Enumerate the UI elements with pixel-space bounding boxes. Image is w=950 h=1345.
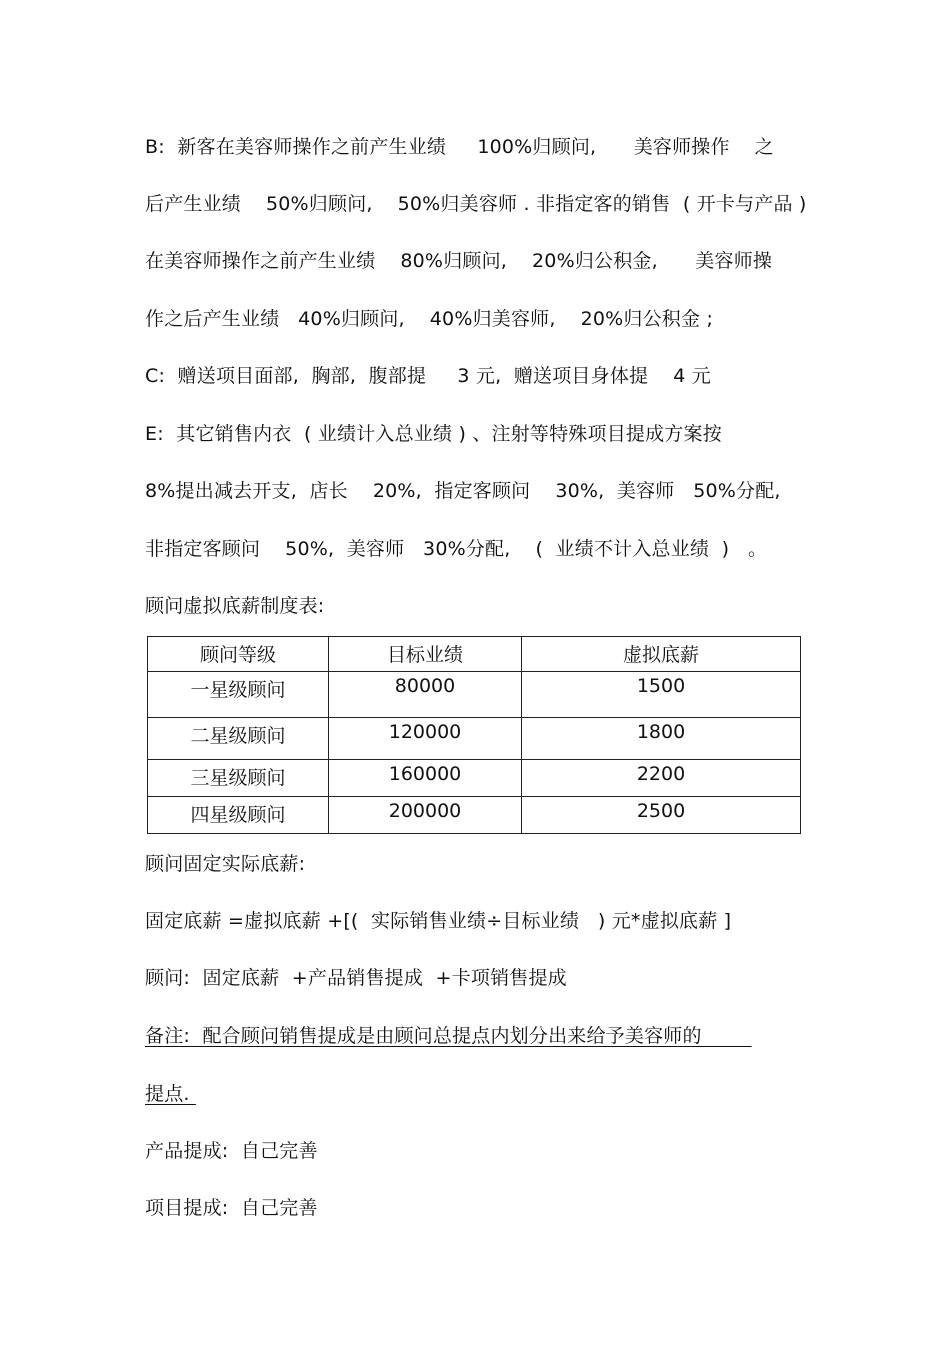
table-row bbox=[148, 672, 801, 718]
table-cell: 2500 bbox=[522, 797, 801, 834]
table-cell: 四星级顾问 bbox=[148, 797, 329, 834]
fixed-salary-title: 顾问固定实际底薪: bbox=[145, 853, 306, 875]
project-commission-line: 项目提成: 自己完善 bbox=[145, 1197, 318, 1219]
consultant-pay-line: 顾问: 固定底薪 +产品销售提成 +卡项销售提成 bbox=[145, 967, 567, 989]
note-line-1: 备注: 配合顾问销售提成是由顾问总提点内划分出来给予美容师的 bbox=[145, 1025, 752, 1047]
paragraph-line-b-4: 作之后产生业绩 40%归顾问, 40%归美容师, 20%归公积金 ; bbox=[145, 308, 714, 330]
note-line-2: 提点. bbox=[145, 1083, 196, 1105]
table-row bbox=[148, 760, 801, 797]
table-header-row bbox=[148, 637, 801, 672]
paragraph-line-e-3: 非指定客顾问 50%, 美容师 30%分配, ( 业绩不计入总业绩 ) 。 bbox=[145, 538, 768, 560]
paragraph-line-b-3: 在美容师操作之前产生业绩 80%归顾问, 20%归公积金, 美容师操 bbox=[145, 250, 773, 272]
table-cell: 一星级顾问 bbox=[148, 672, 329, 718]
salary-formula: 固定底薪 =虚拟底薪 +[( 实际销售业绩÷目标业绩 ) 元*虚拟底薪 ] bbox=[145, 910, 732, 932]
table-cell: 80000 bbox=[329, 672, 522, 718]
table-cell: 160000 bbox=[329, 760, 522, 797]
table-cell: 200000 bbox=[329, 797, 522, 834]
paragraph-line-b-1: B: 新客在美容师操作之前产生业绩 100%归顾问, 美容师操作 之 bbox=[145, 136, 774, 158]
table-header-cell: 目标业绩 bbox=[329, 637, 522, 672]
table-row bbox=[148, 718, 801, 760]
table-cell: 120000 bbox=[329, 718, 522, 760]
table-title: 顾问虚拟底薪制度表: bbox=[145, 595, 325, 617]
table-cell: 三星级顾问 bbox=[148, 760, 329, 797]
product-commission-line: 产品提成: 自己完善 bbox=[145, 1140, 318, 1162]
table-header-cell: 顾问等级 bbox=[148, 637, 329, 672]
table-cell: 1800 bbox=[522, 718, 801, 760]
table-cell: 二星级顾问 bbox=[148, 718, 329, 760]
paragraph-line-e-2: 8%提出减去开支, 店长 20%, 指定客顾问 30%, 美容师 50%分配, bbox=[145, 480, 781, 502]
paragraph-line-b-2: 后产生业绩 50%归顾问, 50%归美容师 . 非指定客的销售 ( 开卡与产品 ) bbox=[145, 193, 807, 215]
table-header-cell: 虚拟底薪 bbox=[522, 637, 801, 672]
paragraph-line-e-1: E: 其它销售内衣 ( 业绩计入总业绩 ) 、注射等特殊项目提成方案按 bbox=[145, 423, 722, 445]
virtual-salary-table bbox=[147, 636, 801, 834]
table-cell: 2200 bbox=[522, 760, 801, 797]
table-cell: 1500 bbox=[522, 672, 801, 718]
paragraph-line-c: C: 赠送项目面部, 胸部, 腹部提 3 元, 赠送项目身体提 4 元 bbox=[145, 365, 711, 387]
table-row bbox=[148, 797, 801, 834]
